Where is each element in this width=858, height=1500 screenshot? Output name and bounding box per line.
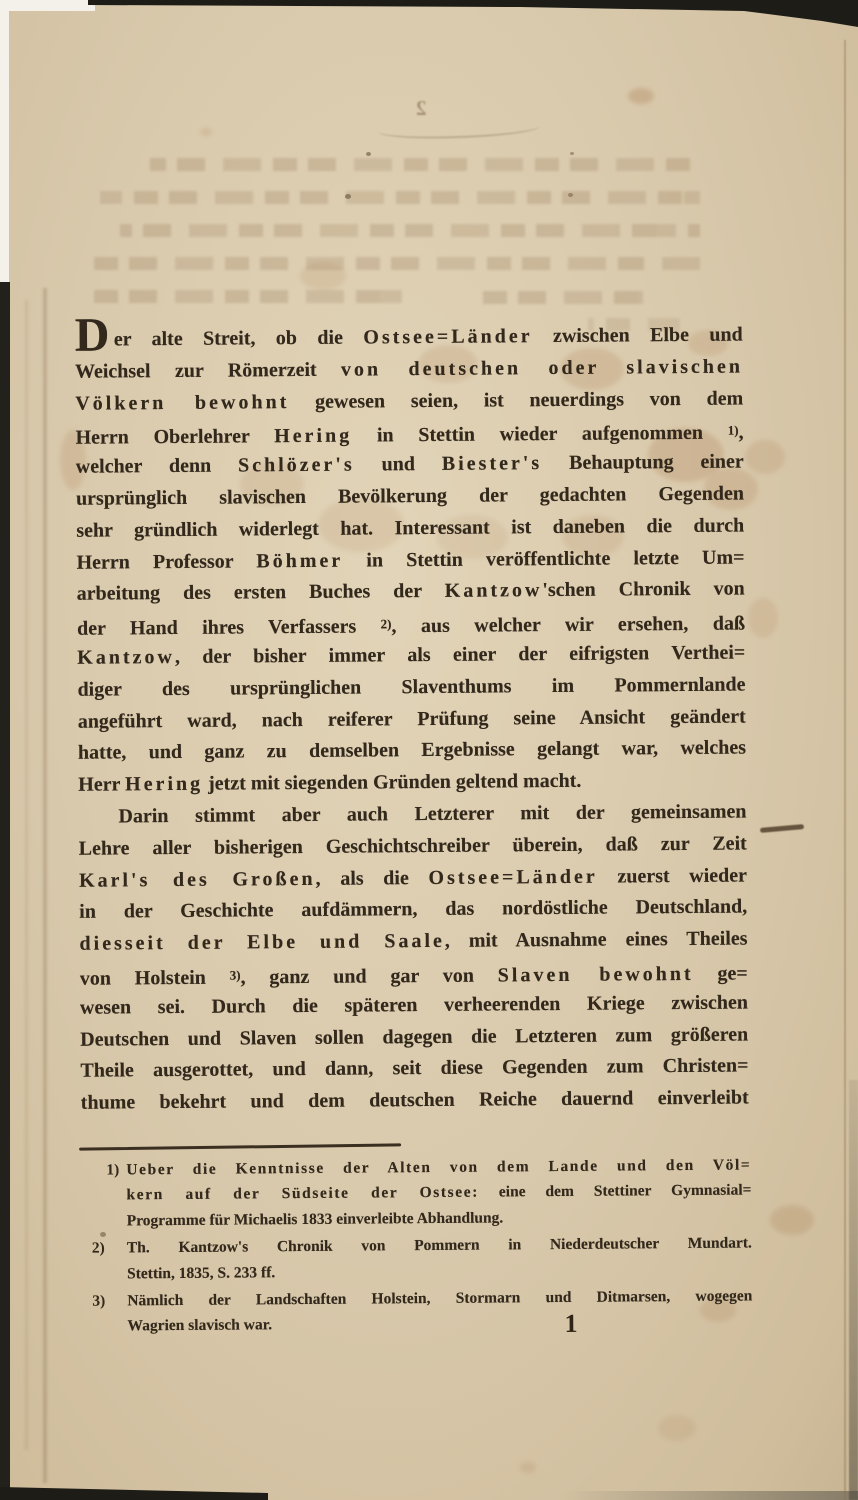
text-segment: von deutschen oder slavischen bbox=[340, 355, 744, 381]
text-segment: Kantzow bbox=[77, 645, 176, 669]
text-segment: Programme für Michaelis 1833 einverleibte Abhandlung. bbox=[126, 1209, 504, 1230]
text-segment: Böhmer bbox=[256, 549, 344, 572]
text-segment: Hering bbox=[125, 772, 204, 796]
text-segment: Herr bbox=[78, 773, 126, 796]
text-segment: wesen sei. Durch die späteren verheerenden Kriege zwischen bbox=[79, 991, 749, 1019]
text-segment: von Holstein bbox=[79, 966, 230, 990]
footnote-number: 2) bbox=[91, 1239, 105, 1257]
text-segment: Stettin, 1835, S. 233 ff. bbox=[127, 1263, 276, 1282]
paragraph bbox=[78, 796, 748, 1119]
text-segment: Ostsee=Länder bbox=[428, 865, 598, 889]
text-segment: Nämlich der Landschaften Holstein, Stormarn und Ditmarsen, wogegen bbox=[127, 1287, 753, 1310]
text-segment: Karl's des Großen bbox=[78, 867, 316, 892]
text-segment: in Stettin wieder aufgenommen bbox=[352, 422, 728, 447]
footnote-rule bbox=[79, 1143, 401, 1150]
text-segment: , als die bbox=[315, 866, 429, 890]
text-line bbox=[81, 1083, 749, 1120]
text-line bbox=[77, 637, 745, 674]
text-segment: jetzt mit siegenden Gründen geltend macht. bbox=[203, 769, 582, 795]
text-segment: welcher denn bbox=[75, 454, 239, 478]
text-line bbox=[75, 383, 743, 420]
text-segment: ge= bbox=[693, 962, 748, 985]
text-segment: , mit Ausnahme eines Theiles bbox=[444, 927, 748, 953]
text-line bbox=[80, 1051, 748, 1088]
text-segment: Biester's bbox=[441, 452, 543, 476]
text-segment: Kantzow bbox=[444, 579, 543, 603]
text-segment: gewesen seien, ist neuerdings von dem bbox=[289, 387, 744, 413]
text-segment: kern auf der Südseite der Ostsee: bbox=[126, 1184, 480, 1204]
text-line bbox=[80, 955, 748, 992]
text-line bbox=[127, 1203, 752, 1233]
text-segment: Hering bbox=[274, 424, 353, 448]
text-line bbox=[126, 1178, 751, 1208]
text-line bbox=[127, 1309, 752, 1339]
text-segment: zuerst wieder bbox=[597, 864, 748, 888]
text-line bbox=[78, 733, 746, 770]
text-segment: , der bisher immer als einer der eifrigsten Verthei= bbox=[174, 641, 746, 668]
text-segment: Th. Kantzow's Chronik von Pommern in Niederdeutscher Mundart. bbox=[126, 1234, 752, 1257]
text-line bbox=[127, 1231, 752, 1261]
text-segment: diesseit der Elbe und Saale bbox=[79, 930, 445, 955]
text-line bbox=[127, 1256, 752, 1286]
footnote-number: 1) bbox=[106, 1161, 120, 1179]
text-line bbox=[78, 796, 746, 833]
text-line bbox=[76, 510, 744, 547]
text-line bbox=[127, 1283, 752, 1313]
text-line bbox=[79, 924, 747, 961]
text-segment: Deutschen und Slaven sollen dagegen die Letzteren zum größeren bbox=[80, 1023, 749, 1051]
main-text bbox=[74, 308, 749, 1120]
text-line bbox=[80, 1019, 748, 1056]
text-line bbox=[79, 828, 747, 865]
bleedthrough-page-number: 2 bbox=[416, 96, 427, 120]
text-segment: ursprünglich slavischen Bevölkerung der gedachten Gegenden bbox=[75, 482, 745, 510]
text-segment: diger des ursprünglichen Slaventhums im Pommernlande bbox=[77, 673, 746, 701]
text-segment: 'schen Chronik von bbox=[542, 577, 745, 602]
text-segment: Slaven bewohnt bbox=[497, 962, 694, 987]
text-segment: Herrn Professor bbox=[76, 549, 257, 574]
footnote-reference: 3) bbox=[229, 967, 241, 983]
text-segment: Ueber die Kenntnisse der Alten von dem Lande und den Völ= bbox=[126, 1156, 752, 1179]
text-segment: hatte, und ganz zu demselben Ergebnisse gelangt war, welches bbox=[77, 736, 747, 765]
paragraph bbox=[74, 308, 747, 802]
text-line bbox=[76, 447, 744, 484]
footnote-number: 3) bbox=[92, 1292, 106, 1310]
footnote bbox=[81, 1152, 752, 1233]
text-line bbox=[76, 479, 744, 516]
text-line bbox=[77, 606, 745, 643]
text-segment: und bbox=[354, 453, 442, 476]
initial-letter: D bbox=[74, 308, 110, 362]
footnote-reference: 1) bbox=[727, 422, 739, 439]
text-segment: Behauptung einer bbox=[542, 450, 744, 475]
text-line bbox=[79, 892, 747, 929]
text-segment: in Stettin veröffentlichte letzte Um= bbox=[343, 546, 745, 572]
text-segment: zwischen Elbe und bbox=[532, 323, 743, 348]
text-line bbox=[77, 574, 745, 611]
text-segment: Theile ausgerottet, und dann, seit diese Gegenden zum Christen= bbox=[80, 1054, 749, 1083]
text-segment: angeführt ward, nach reiferer Prüfung seine Ansicht geändert bbox=[77, 705, 746, 733]
text-segment: Völkern bewohnt bbox=[75, 390, 290, 415]
text-segment: Ostsee=Länder bbox=[363, 325, 533, 349]
footnote bbox=[82, 1283, 752, 1339]
text-line bbox=[74, 308, 743, 362]
signature-number: 1 bbox=[564, 1308, 578, 1338]
text-segment: , aus welcher wir ersehen, daß bbox=[391, 612, 746, 638]
text-segment: , ganz und gar von bbox=[240, 964, 498, 989]
text-segment: arbeitung des ersten Buches der bbox=[76, 580, 445, 606]
footnotes bbox=[81, 1152, 752, 1339]
text-segment: Herrn Oberlehrer bbox=[75, 425, 275, 450]
text-line bbox=[78, 701, 746, 738]
text-line bbox=[79, 860, 747, 897]
text-segment: Wagrien slavisch war. bbox=[127, 1316, 273, 1335]
text-segment: thume bekehrt und dem deutschen Reiche dauernd einverleibt bbox=[80, 1086, 749, 1114]
text-line bbox=[78, 765, 746, 802]
text-segment: der Hand ihres Verfassers bbox=[76, 615, 381, 640]
text-segment: Lehre aller bisherigen Geschichtschreiber überein, daß zur Zeit bbox=[78, 832, 747, 860]
text-line bbox=[77, 669, 745, 706]
text-line bbox=[80, 987, 748, 1024]
text-segment: Weichsel zur Römerzeit bbox=[74, 358, 342, 383]
footnote-reference: 2) bbox=[380, 616, 392, 632]
text-segment: eine dem Stettiner Gymnasial= bbox=[478, 1181, 752, 1202]
text-line bbox=[75, 351, 743, 388]
text-segment: Darin stimmt aber auch Letzterer mit der gemeinsamen bbox=[118, 800, 747, 828]
text-segment: sehr gründlich widerlegt hat. Interessant ist daneben die durch bbox=[76, 514, 745, 542]
text-segment: Schlözer's bbox=[237, 453, 355, 477]
text-segment: er alte Streit, ob die bbox=[113, 326, 364, 351]
text-line bbox=[75, 415, 743, 452]
text-line bbox=[76, 542, 744, 579]
text-segment: in der Geschichte aufdämmern, das nordöstliche Deutschland, bbox=[79, 895, 748, 924]
footnote bbox=[82, 1231, 752, 1287]
text-segment: , bbox=[738, 421, 744, 444]
